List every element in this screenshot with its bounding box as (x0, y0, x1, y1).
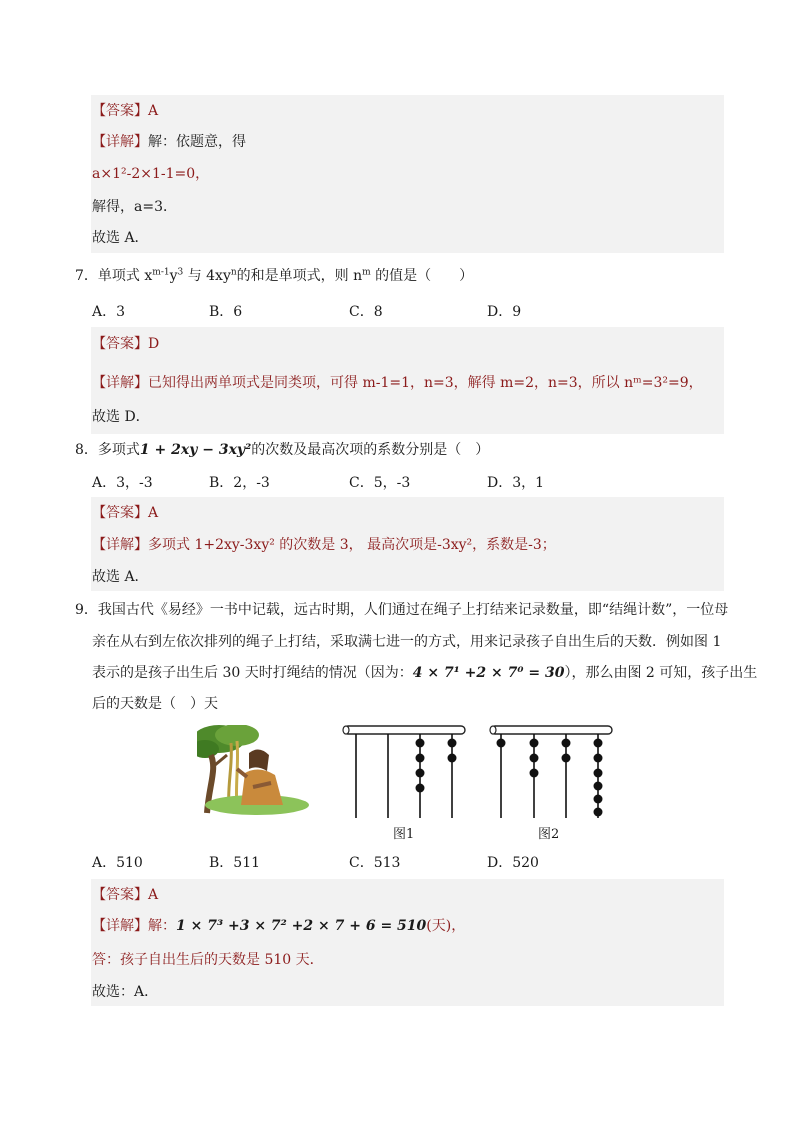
option-c: C．8 (349, 304, 383, 320)
option-a: A．3 (92, 304, 126, 320)
conclusion-q7: 故选 D． (92, 409, 150, 425)
detail-line-q7: 【详解】已知得出两单项式是同类项，可得 m-1=1，n=3，解得 m=2，n=3，所以 nᵐ=3²=9， (92, 375, 703, 391)
conclusion-q9: 故选：A． (92, 984, 159, 1000)
answer-line-q7: 【答案】D (92, 336, 160, 352)
figure-2-knot-diagram (487, 722, 617, 822)
question-number: 7． (75, 268, 98, 284)
answer-line-q9: 【答案】A (92, 887, 159, 903)
question-7-stem: 7．单项式 $x^{m-1}y^3$ 与 $4xy^n$的和是单项式，则 $n^m$ 的值是（ ） (75, 267, 474, 284)
option-d: D．3，1 (487, 475, 545, 491)
detail-line-q8: 【详解】多项式 1+2xy-3xy² 的次数是 3， 最高次项是-3xy²，系数是-3； (92, 537, 556, 553)
option-d: D．9 (487, 304, 522, 320)
answer-line-q6 (92, 101, 158, 121)
question-9-line1: 9．我国古代《易经》一书中记载，远古时期，人们通过在绳子上打结来记录数量，即“结绳计数”，一位母 (75, 602, 729, 618)
detail-text: 解：依题意，得 (148, 134, 246, 150)
answer-tag: 【答案】 (92, 103, 148, 119)
answer-line-q8: 【答案】A (92, 505, 159, 521)
question-9-line3: 表示的是孩子出生后 30 天时打绳结的情况（因为：4 × 7¹ +2 × 7⁰ = 30），那么由图 2 可知，孩子出生 (92, 665, 758, 681)
conclusion-q8: 故选 A． (92, 569, 149, 585)
answer-statement-q9: 答：孩子自出生后的天数是 510 天． (92, 952, 324, 968)
question-9-line2: 亲在从右到左依次排列的绳子上打结，采取满七进一的方式，用来记录孩子自出生后的天数．例如图 1 (92, 634, 722, 650)
option-a: A．510 (92, 855, 143, 871)
detail-line-q6 (92, 132, 246, 152)
figure-1-knot-diagram (340, 722, 470, 822)
detail-equation: a×1²-2×1-1=0， (92, 166, 210, 182)
option-a: A．3，-3 (92, 475, 153, 491)
option-c: C．5，-3 (349, 475, 411, 491)
option-b: B．511 (209, 855, 261, 871)
answer-panel-q9 (91, 879, 724, 1006)
figure-1-caption: 图1 (393, 827, 415, 842)
polynomial-expression: 1 + 2xy − 3xy² (139, 442, 252, 458)
question-9-line4: 后的天数是（ ）天 (92, 696, 218, 712)
knot-tying-illustration (197, 725, 311, 815)
solution-equation: 1 × 7³ +3 × 7² +2 × 7 + 6 = 510 (176, 918, 427, 934)
question-8-stem: 8．多项式1 + 2xy − 3xy²的次数及最高次项的系数分别是（ ） (75, 442, 490, 458)
option-b: B．6 (209, 304, 243, 320)
option-b: B．2，-3 (209, 475, 270, 491)
detail-tag: 【详解】 (92, 134, 148, 150)
detail-solution: 解得，a=3． (92, 199, 177, 215)
detail-line-q9: 【详解】解：1 × 7³ +3 × 7² +2 × 7 + 6 = 510(天)， (92, 918, 466, 934)
answer-value: A (148, 103, 159, 119)
example-equation: 4 × 7¹ +2 × 7⁰ = 30 (412, 665, 565, 681)
option-c: C．513 (349, 855, 401, 871)
option-d: D．520 (487, 855, 539, 871)
figure-2-caption: 图2 (538, 827, 560, 842)
detail-conclusion: 故选 A． (92, 230, 149, 246)
